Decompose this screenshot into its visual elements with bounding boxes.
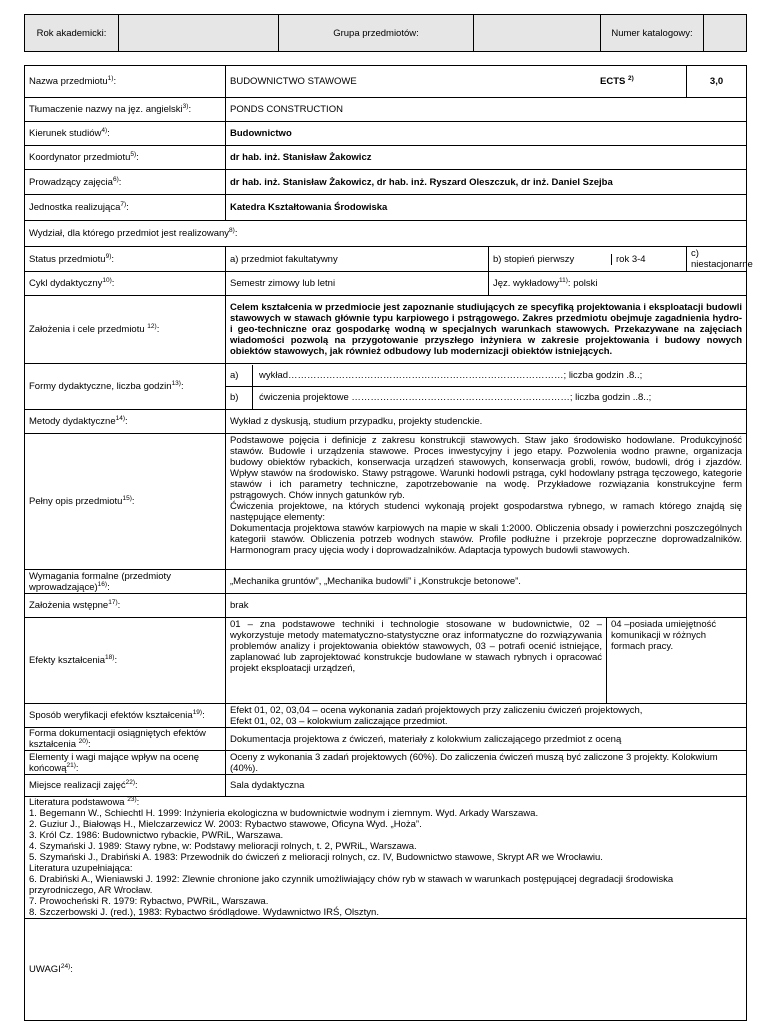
row-remarks bbox=[25, 919, 747, 1021]
status-mode: c) niestacjonarne bbox=[687, 247, 747, 272]
requirements-label: Wymagania formalne (przedmioty wprowadzające)$^{16)}$: bbox=[25, 570, 226, 594]
forms-label: Formy dydaktyczne, liczba godzin$^{13)}$: bbox=[25, 364, 226, 410]
row-coordinator bbox=[25, 146, 747, 170]
place-value: Sala dydaktyczna bbox=[226, 775, 747, 797]
row-verification bbox=[25, 704, 747, 728]
literature-item: 6. Drabiński A., Wieniawski J. 1992: Zlewnie chronione jako czynnik umożliwiający chów ryb w stawach w warunkach postępującej degradacji środowiska przyrodniczego, AR Wrocław. bbox=[29, 874, 674, 896]
row-status bbox=[25, 247, 747, 272]
catalog-number-value[interactable] bbox=[704, 15, 747, 52]
description-elements: Dokumentacja projektowa stawów karpiowych na mapie w skali 1:2000. Obliczenia obsady i powierzchni poszczególnych kategorii stawów. Obliczenia potrzeb wodnych stawów. Profile podłużne i przekroje poprzeczne doprowadzalników. Harmonogram pracy ujęcia wody i doprowadzalników. Adaptacja typowych budowli stawowych. bbox=[230, 523, 743, 556]
unit-value: Katedra Kształtowania Środowiska bbox=[226, 195, 747, 221]
status-degree bbox=[489, 247, 687, 272]
row-methods bbox=[25, 410, 747, 434]
literature-item: 3. Król Cz. 1986: Budownictwo rybackie, PWRiL, Warszawa. bbox=[29, 830, 284, 841]
requirements-value: „Mechanika gruntów”, „Mechanika budowli” i „Konstrukcje betonowe”. bbox=[226, 570, 747, 594]
status-level: b) stopień pierwszy bbox=[493, 253, 575, 265]
field-label: Kierunek studiów$^{4)}$: bbox=[25, 122, 226, 146]
description-value bbox=[226, 434, 747, 570]
outcomes-label: Efekty kształcenia$^{18)}$: bbox=[25, 618, 226, 704]
methods-label: Metody dydaktyczne$^{14)}$: bbox=[25, 410, 226, 434]
course-name-text: BUDOWNICTWO STAWOWE bbox=[230, 76, 357, 87]
literature-item: 7. Prowocheński R. 1979: Rybactwo, PWRiL, Warszawa. bbox=[29, 896, 269, 907]
unit-label: Jednostka realizująca$^{7)}$: bbox=[25, 195, 226, 221]
description-project: Ćwiczenia projektowe, na których studenci wykonają projekt gospodarstwa rybnego, w ramach którego znajdą się następujące elementy: bbox=[230, 501, 743, 523]
row-place bbox=[25, 775, 747, 797]
row-translation bbox=[25, 98, 747, 122]
row-faculty bbox=[25, 221, 747, 247]
verification-line-1: Efekt 01, 02, 03,04 – ocena wykonania zadań projektowych przy zaliczeniu ćwiczeń projektowych, bbox=[230, 704, 643, 716]
row-cycle bbox=[25, 272, 747, 296]
row-course-name bbox=[25, 66, 747, 98]
catalog-number-label: Numer katalogowy: bbox=[601, 15, 704, 52]
status-year: rok 3-4 bbox=[612, 254, 683, 265]
coordinator-label: Koordynator przedmiotu$^{5)}$: bbox=[25, 146, 226, 170]
literature-supplementary-label: Literatura uzupełniająca: bbox=[29, 863, 133, 874]
outcomes-left: 01 – zna podstawowe techniki i technologie stosowane w budownictwie, 02 – wykorzystuje metody matematyczno-statystyczne oraz informatyczne do rozwiązywania problemów analizy i projektowania obiektów stawowych, 03 – potrafi ocenić istniejące, zaplanować lub zaprojektować konstrukcje budowlane w stawach rybnych i opracować projekt eksploatacji urządzeń, bbox=[226, 618, 607, 704]
translation-label: Tłumaczenie nazwy na jęz. angielski$^{3)}$: bbox=[25, 98, 226, 122]
remarks-cell bbox=[25, 919, 747, 1021]
verification-value bbox=[226, 704, 747, 728]
cycle-value: Semestr zimowy lub letni bbox=[226, 272, 489, 296]
ects-label: ECTS $^{2)}$ bbox=[600, 74, 634, 87]
form-b-letter: b) bbox=[226, 387, 253, 409]
academic-year-label: Rok akademicki: bbox=[25, 15, 119, 52]
row-teachers bbox=[25, 170, 747, 195]
faculty-label: Wydział, dla którego przedmiot jest realizowany$^{8)}$: bbox=[25, 221, 747, 247]
row-prereq bbox=[25, 594, 747, 618]
form-a-letter: a) bbox=[226, 365, 253, 387]
cycle-label: Cykl dydaktyczny$^{10)}$: bbox=[25, 272, 226, 296]
documentation-label: Forma dokumentacji osiągniętych efektów kształcenia $^{20)}$: bbox=[25, 728, 226, 751]
row-requirements bbox=[25, 570, 747, 594]
row-unit bbox=[25, 195, 747, 221]
literature-cell bbox=[25, 797, 747, 919]
translation-value: PONDS CONSTRUCTION bbox=[226, 98, 747, 122]
grading-label: Elementy i wagi mające wpływ na ocenę końcową$^{21)}$: bbox=[25, 751, 226, 775]
prereq-label: Założenia wstępne$^{17)}$: bbox=[25, 594, 226, 618]
row-grading bbox=[25, 751, 747, 775]
goals-value: Celem kształcenia w przedmiocie jest zapoznanie studiujących ze specyfiką projektowania i eksploatacji budowli stawowych w stawach głównie typu karpiowego i pstrągowego. Zakres przedmiotu obejmuje zagadnienia hydro- i geo-techniczne oraz gospodarkę wodną w specjalnych warunkach stawowych. Przekazywane na zajęciach wiadomości pozwolą na przygotowanie przyszłego inżyniera w zakresie projektowania i budowy nowych obiektów stawowych, jak również odbudowy lub modernizacji obiektów istniejących. bbox=[226, 296, 747, 364]
coordinator-value: dr hab. inż. Stanisław Żakowicz bbox=[226, 146, 747, 170]
outcomes-right: 04 –posiada umiejętność komunikacji w różnych formach pracy. bbox=[607, 618, 747, 704]
literature-item: 8. Szczerbowski J. (red.), 1983: Rybactwo śródlądowe. Wydawnictwo IRŚ, Olsztyn. bbox=[29, 907, 379, 918]
status-optional: a) przedmiot fakultatywny bbox=[226, 247, 489, 272]
field-value: Budownictwo bbox=[226, 122, 747, 146]
literature-item: 4. Szymański J. 1989: Stawy rybne, w: Podstawy melioracji rolnych, t. 2, PWRiL, Warszawa. bbox=[29, 841, 417, 852]
form-a-text: wykład……………………………………………………………………………; liczba godzin .8..; bbox=[253, 365, 747, 387]
row-forms bbox=[25, 364, 747, 410]
course-name-label: Nazwa przedmiotu$^{1)}$: bbox=[25, 66, 226, 98]
literature-basic-label: Literatura podstawowa $^{23)}$: bbox=[29, 795, 140, 808]
literature-item: 2. Guziur J., Białowąs H., Mielczarzewicz W. 2003: Rybactwo stawowe, Oficyna Wyd. „Hoża”. bbox=[29, 819, 422, 830]
teachers-label: Prowadzący zajęcia$^{6)}$: bbox=[25, 170, 226, 195]
place-label: Miejsce realizacji zajęć$^{22)}$: bbox=[25, 775, 226, 797]
row-field bbox=[25, 122, 747, 146]
methods-value: Wykład z dyskusją, studium przypadku, projekty studenckie. bbox=[226, 410, 747, 434]
subject-group-label: Grupa przedmiotów: bbox=[279, 15, 474, 52]
row-outcomes bbox=[25, 618, 747, 704]
forms-value bbox=[226, 364, 747, 410]
form-b-text: ćwiczenia projektowe ……………………………………………………………; liczba godzin ..8..; bbox=[259, 392, 652, 404]
language-value: Jęz. wykładowy$^{11)}$: polski bbox=[489, 272, 747, 296]
verification-line-2: Efekt 01, 02, 03 – kolokwium zaliczające przedmiot. bbox=[230, 715, 448, 727]
prereq-value: brak bbox=[226, 594, 747, 618]
literature-item: 5. Szymański J., Drabiński A. 1983: Przewodnik do ćwiczeń z melioracji rolnych, cz. IV, Budownictwo stawowe, Skrypt AR we Wrocławiu. bbox=[29, 852, 603, 863]
row-literature bbox=[25, 797, 747, 919]
description-lecture: Podstawowe pojęcia i definicje z zakresu konstrukcji stawowych. Staw jako środowisko hodowlane. Produkcyjność stawów. Budowle i urządzenia stawowe. Proces inwestycyjny i jego etapy. Pozwolenia wodno prawne, organizacja budowy obiektów rybackich, konserwacja urządzeń stawowych, konserwacja grobli, rowów, budowli, dróg i zjazdów. Wpływ stawów na środowisko. Stawy pstrągowe. Warunki hodowli pstrąga, cykl hodowlany pstrąga tęczowego, kategorie stawów i ich parametry techniczne, zapotrzebowanie na wodę. Przykładowe rozwiązania konstrukcyjne ferm pstrągowych. Chów innych gatunków ryb. bbox=[230, 435, 743, 501]
course-card-table bbox=[24, 65, 753, 1021]
status-label: Status przedmiotu$^{9)}$: bbox=[25, 247, 226, 272]
academic-year-value[interactable] bbox=[119, 15, 279, 52]
row-goals bbox=[25, 296, 747, 364]
teachers-value: dr hab. inż. Stanisław Żakowicz, dr hab. inż. Ryszard Oleszczuk, dr inż. Daniel Szejba bbox=[226, 170, 747, 195]
documentation-value: Dokumentacja projektowa z ćwiczeń, materiały z kolokwium zaliczającego przedmiot z oceną bbox=[226, 728, 747, 751]
verification-label: Sposób weryfikacji efektów kształcenia$^{19)}$: bbox=[25, 704, 226, 728]
subject-group-value[interactable] bbox=[474, 15, 601, 52]
literature-item: 1. Begemann W., Schiechtl H. 1999: Inżynieria ekologiczna w budownictwie wodnym i ziemnym. Wyd. Arkady Warszawa. bbox=[29, 808, 539, 819]
remarks-label: UWAGI$^{24)}$: bbox=[29, 962, 73, 975]
ects-value: 3,0 bbox=[687, 66, 747, 98]
description-label: Pełny opis przedmiotu$^{15)}$: bbox=[25, 434, 226, 570]
grading-value: Oceny z wykonania 3 zadań projektowych (60%). Do zaliczenia ćwiczeń muszą być zaliczone 3 projekty. Kolokwium (40%). bbox=[226, 751, 747, 775]
header-table bbox=[24, 14, 747, 52]
goals-label: Założenia i cele przedmiotu $^{12)}$: bbox=[25, 296, 226, 364]
row-description bbox=[25, 434, 747, 570]
course-name-value bbox=[226, 66, 687, 98]
row-documentation bbox=[25, 728, 747, 751]
